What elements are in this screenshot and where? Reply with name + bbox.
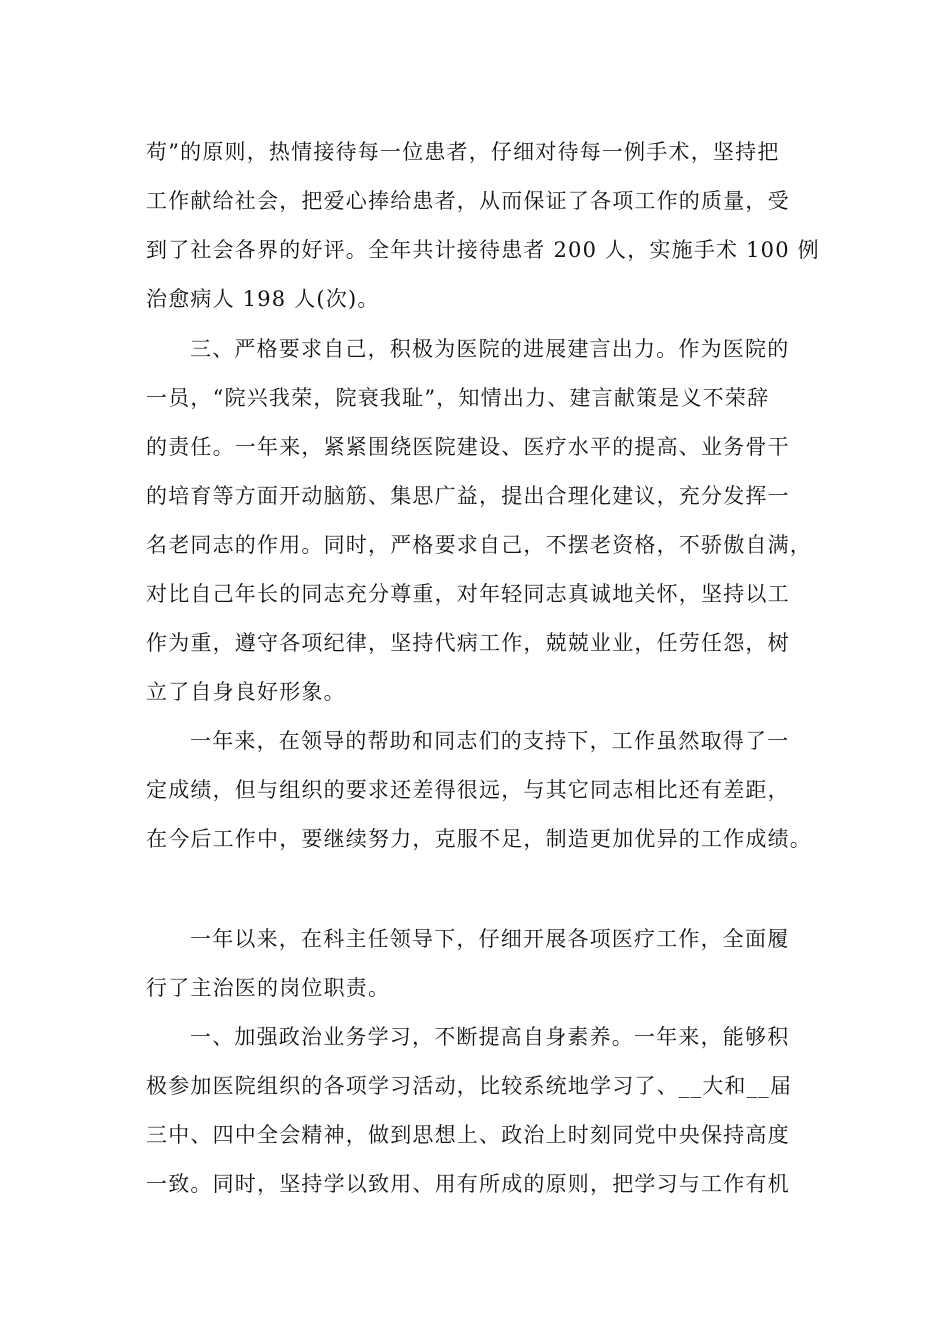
- text-line: 工作献给社会，把爱心捧给患者，从而保证了各项工作的质量，受: [146, 189, 790, 213]
- paragraph-start-line: 一年来，在领导的帮助和同志们的支持下，工作虽然取得了一: [190, 729, 790, 753]
- text-line: 立了自身良好形象。: [146, 680, 346, 704]
- text-line: 苟”的原则，热情接待每一位患者，仔细对待每一例手术，坚持把: [146, 140, 780, 164]
- text-line: 名老同志的作用。同时，严格要求自己，不摆老资格，不骄傲自满，: [146, 533, 812, 557]
- text-line: 极参加医院组织的各项学习活动，比较系统地学习了、__大和__届: [146, 1074, 793, 1098]
- text-line: 在今后工作中，要继续努力，克服不足，制造更加优异的工作成绩。: [146, 827, 812, 851]
- text-line: 三中、四中全会精神，做到思想上、政治上时刻同党中央保持高度: [146, 1123, 790, 1147]
- text-line: 行了主治医的岗位职责。: [146, 976, 391, 1000]
- paragraph-start-line: 一、加强政治业务学习，不断提高自身素养。一年来，能够积: [190, 1025, 790, 1049]
- paragraph-start-line: 一年以来，在科主任领导下，仔细开展各项医疗工作，全面履: [190, 927, 790, 951]
- text-line: 一员，“院兴我荣，院衰我耻”，知情出力、建言献策是义不荣辞: [146, 386, 770, 410]
- text-line: 的责任。一年来，紧紧围绕医院建设、医疗水平的提高、业务骨干: [146, 435, 790, 459]
- text-line: 定成绩，但与组织的要求还差得很远，与其它同志相比还有差距，: [146, 778, 790, 802]
- paragraph-start-line: 三、严格要求自己，积极为医院的进展建言出力。作为医院的: [190, 337, 790, 361]
- text-line: 一致。同时，坚持学以致用、用有所成的原则，把学习与工作有机: [146, 1172, 790, 1196]
- text-line: 对比自己年长的同志充分尊重，对年轻同志真诚地关怀，坚持以工: [146, 582, 790, 606]
- text-line: 的培育等方面开动脑筋、集思广益，提出合理化建议，充分发挥一: [146, 484, 790, 508]
- text-line: 作为重，遵守各项纪律，坚持代病工作，兢兢业业，任劳任怨，树: [146, 631, 790, 655]
- text-line: 到了社会各界的好评。全年共计接待患者 200 人，实施手术 100 例: [146, 238, 820, 262]
- text-line: 治愈病人 198 人(次)。: [146, 287, 380, 311]
